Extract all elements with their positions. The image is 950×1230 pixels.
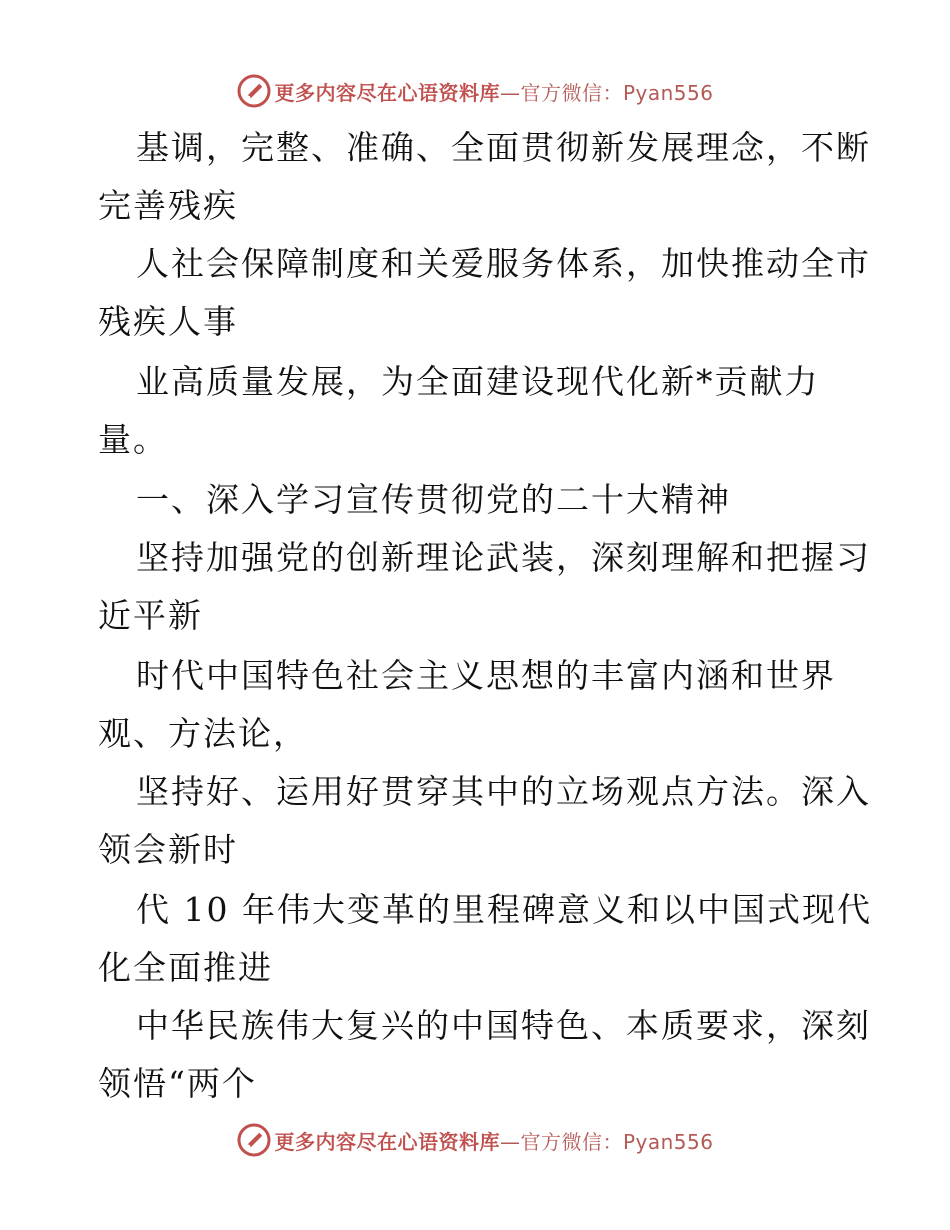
- body-line: 人社会保障制度和关爱服务体系，加快推动全市: [136, 244, 871, 283]
- body-line: 基调，完整、准确、全面贯彻新发展理念，不断: [136, 128, 871, 167]
- banner-contact-text: —官方微信：Pyan556: [499, 80, 714, 105]
- body-line: 领会新时: [98, 830, 238, 869]
- body-line: 残疾人事: [98, 302, 238, 341]
- header-watermark-banner: [0, 71, 950, 111]
- logo-icon: [236, 1122, 272, 1158]
- body-line: 坚持加强党的创新理论武装，深刻理解和把握习: [136, 538, 871, 577]
- body-line: 近平新: [98, 596, 203, 635]
- body-line: 业高质量发展，为全面建设现代化新*贡献力: [136, 362, 820, 401]
- body-line: 量。: [98, 420, 168, 459]
- body-line: 坚持好、运用好贯穿其中的立场观点方法。深入: [136, 772, 871, 811]
- logo-icon: [236, 73, 272, 109]
- body-line: 中华民族伟大复兴的中国特色、本质要求，深刻: [136, 1006, 871, 1045]
- body-line: 化全面推进: [98, 948, 273, 987]
- body-line: 领悟“两个: [98, 1064, 257, 1103]
- banner-lead-text: 更多内容尽在心语资料库: [274, 1129, 500, 1154]
- body-line: 时代中国特色社会主义思想的丰富内涵和世界: [136, 656, 836, 695]
- banner-contact-text: —官方微信：Pyan556: [499, 1129, 714, 1154]
- banner-lead-text: 更多内容尽在心语资料库: [274, 80, 500, 105]
- body-line: 完善残疾: [98, 186, 238, 225]
- section-heading: 一、深入学习宣传贯彻党的二十大精神: [136, 480, 731, 519]
- body-line: 观、方法论，: [98, 714, 308, 753]
- body-line: 代 10 年伟大变革的里程碑意义和以中国式现代: [136, 890, 872, 929]
- footer-watermark-banner: [0, 1120, 950, 1160]
